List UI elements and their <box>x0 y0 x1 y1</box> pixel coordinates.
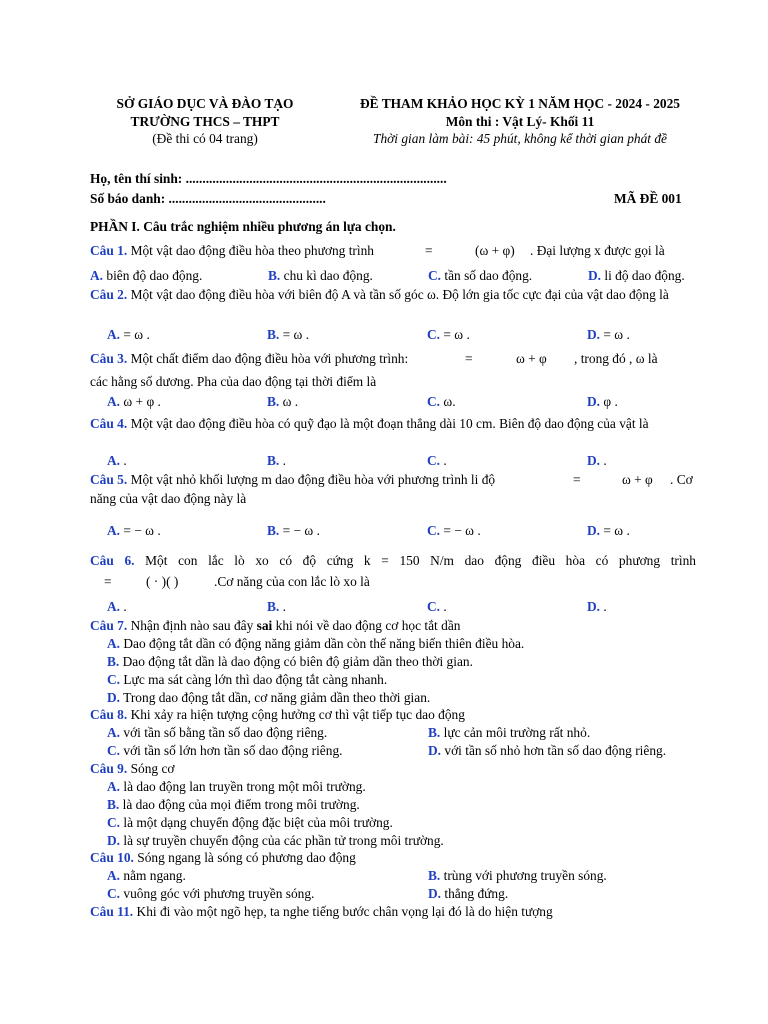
question-3 <box>90 350 408 368</box>
time-note: Thời gian làm bài: 45 phút, không kể thời gian phát đề <box>373 131 667 147</box>
question-6-formula: ( · )( ) <box>146 574 179 589</box>
header-left <box>80 95 330 148</box>
question-5-label: Câu 5. <box>90 472 128 487</box>
question-9 <box>90 760 174 778</box>
question-4 <box>90 415 696 433</box>
q3-option-b[interactable]: B. ω . <box>267 394 299 409</box>
q9-option-a[interactable]: A. là dao động lan truyền trong một môi trường. <box>107 779 366 794</box>
question-2-text: Một vật dao động điều hòa với biên độ A và tần số góc ω. Độ lớn gia tốc cực đại của vật dao động là <box>127 287 669 302</box>
question-11 <box>90 903 553 921</box>
q3-option-a[interactable]: A. ω + φ . <box>107 394 161 409</box>
question-11-label: Câu 11. <box>90 904 134 919</box>
question-9-text: Sóng cơ <box>127 761 175 776</box>
question-2-label: Câu 2. <box>90 287 128 302</box>
part1-title: PHẦN I. Câu trắc nghiệm nhiều phương án lựa chọn. <box>90 219 396 234</box>
question-4-label: Câu 4. <box>90 416 128 431</box>
q8-option-b[interactable]: B. lực cản môi trường rất nhỏ. <box>428 725 591 740</box>
question-5-tail: . Cơ <box>670 472 693 487</box>
q7-option-d[interactable]: D. Trong dao động tắt dần, cơ năng giảm dần theo thời gian. <box>107 690 431 705</box>
question-6-tail: .Cơ năng của con lắc lò xo là <box>214 574 370 589</box>
student-id-line: Số báo danh: ............................................... <box>90 191 326 206</box>
question-5-line2: năng của vật dao động này là <box>90 491 247 506</box>
q5-option-b[interactable]: B. = − ω . <box>267 523 320 538</box>
q5-option-a[interactable]: A. = − ω . <box>107 523 161 538</box>
q2-option-c[interactable]: C. = ω . <box>427 327 470 342</box>
q10-option-c[interactable]: C. vuông góc với phương truyền sóng. <box>107 886 315 901</box>
exam-code: MÃ ĐỀ 001 <box>614 191 682 206</box>
question-6-label: Câu 6. <box>90 553 135 568</box>
question-6-text: Một con lắc lò xo có độ cứng k = 150 N/m dao động điều hòa có phương trình <box>134 553 696 568</box>
question-5-formula: ω + φ <box>622 472 653 487</box>
question-1-formula-eq: = <box>425 243 433 258</box>
q2-option-a[interactable]: A. = ω . <box>107 327 150 342</box>
question-1-formula: (ω + φ) <box>475 243 515 258</box>
q8-option-c[interactable]: C. với tần số lớn hơn tần số dao động riêng. <box>107 743 343 758</box>
q1-option-c[interactable]: C. tần số dao động. <box>428 268 533 283</box>
question-5-text: Một vật nhỏ khối lượng m dao động điều hòa với phương trình li độ <box>127 472 496 487</box>
question-10-label: Câu 10. <box>90 850 134 865</box>
question-7-label: Câu 7. <box>90 618 128 633</box>
q4-option-c[interactable]: C. . <box>427 453 447 468</box>
q9-option-d[interactable]: D. là sự truyền chuyển động của các phần tử trong môi trường. <box>107 833 444 848</box>
q1-option-b[interactable]: B. chu kì dao động. <box>268 268 373 283</box>
department-name: SỞ GIÁO DỤC VÀ ĐÀO TẠO <box>116 96 294 111</box>
question-4-text: Một vật dao động điều hòa có quỹ đạo là một đoạn thẳng dài 10 cm. Biên độ dao động của vật là <box>127 416 649 431</box>
q6-option-d[interactable]: D. . <box>587 599 607 614</box>
page-count-note: (Đề thi có 04 trang) <box>152 131 258 147</box>
q9-option-b[interactable]: B. là dao động của mọi điểm trong môi trường. <box>107 797 360 812</box>
subject-line: Môn thi : Vật Lý- Khối 11 <box>445 113 595 129</box>
q4-option-b[interactable]: B. . <box>267 453 286 468</box>
question-1-text: Một vật dao động điều hòa theo phương trình <box>127 243 374 258</box>
header-right <box>330 95 710 148</box>
question-3-line2: các hằng số dương. Pha của dao động tại thời điểm là <box>90 374 377 389</box>
question-6-formula-eq: = <box>104 574 112 589</box>
q6-option-a[interactable]: A. . <box>107 599 127 614</box>
q1-option-d[interactable]: D. li độ dao động. <box>588 268 685 283</box>
question-6 <box>90 552 696 570</box>
q10-option-d[interactable]: D. thẳng đứng. <box>428 886 509 901</box>
question-8-text: Khi xảy ra hiện tượng cộng hưởng cơ thì vật tiếp tục dao động <box>127 707 465 722</box>
q4-option-d[interactable]: D. . <box>587 453 607 468</box>
question-11-text: Khi đi vào một ngõ hẹp, ta nghe tiếng bước chân vọng lại đó là do hiện tượng <box>133 904 553 919</box>
q5-option-c[interactable]: C. = − ω . <box>427 523 481 538</box>
school-name: TRƯỜNG THCS – THPT <box>130 113 280 129</box>
q7-option-b[interactable]: B. Dao động tắt dần là dao động có biên độ giảm dần theo thời gian. <box>107 654 473 669</box>
q8-option-a[interactable]: A. với tần số bằng tần số dao động riêng. <box>107 725 328 740</box>
question-8 <box>90 706 465 724</box>
question-1-label: Câu 1. <box>90 243 128 258</box>
q3-option-c[interactable]: C. ω. <box>427 394 456 409</box>
question-5 <box>90 471 495 489</box>
exam-title: ĐỀ THAM KHẢO HỌC KỲ 1 NĂM HỌC - 2024 - 2025 <box>359 96 680 111</box>
question-7-keyword: sai <box>256 618 273 633</box>
question-3-tail: , trong đó , ω là <box>574 351 658 366</box>
question-3-formula-eq: = <box>465 351 473 366</box>
q8-option-d[interactable]: D. với tần số nhỏ hơn tần số dao động riêng. <box>428 743 667 758</box>
q2-option-d[interactable]: D. = ω . <box>587 327 630 342</box>
question-8-label: Câu 8. <box>90 707 128 722</box>
q4-option-a[interactable]: A. . <box>107 453 127 468</box>
question-3-formula: ω + φ <box>516 351 547 366</box>
question-1 <box>90 242 374 260</box>
q3-option-d[interactable]: D. φ . <box>587 394 618 409</box>
question-1-tail: . Đại lượng x được gọi là <box>530 243 665 258</box>
q7-option-c[interactable]: C. Lực ma sát càng lớn thì dao động tắt càng nhanh. <box>107 672 388 687</box>
q10-option-a[interactable]: A. nằm ngang. <box>107 868 186 883</box>
question-3-text: Một chất điểm dao động điều hòa với phương trình: <box>127 351 409 366</box>
question-9-label: Câu 9. <box>90 761 128 776</box>
question-10-text: Sóng ngang là sóng có phương dao động <box>133 850 356 865</box>
q2-option-b[interactable]: B. = ω . <box>267 327 310 342</box>
q6-option-b[interactable]: B. . <box>267 599 286 614</box>
student-name-line: Họ, tên thí sinh: .............................................................................. <box>90 171 447 186</box>
q5-option-d[interactable]: D. = ω . <box>587 523 630 538</box>
question-3-label: Câu 3. <box>90 351 128 366</box>
question-10 <box>90 849 356 867</box>
question-5-formula-eq: = <box>573 472 581 487</box>
q9-option-c[interactable]: C. là một dạng chuyển động đặc biệt của môi trường. <box>107 815 393 830</box>
question-2 <box>90 286 696 304</box>
q7-option-a[interactable]: A. Dao động tắt dần có động năng giảm dần còn thế năng biến thiên điều hòa. <box>107 636 525 651</box>
q6-option-c[interactable]: C. . <box>427 599 447 614</box>
q1-option-a[interactable]: A. biên độ dao động. <box>90 268 203 283</box>
q10-option-b[interactable]: B. trùng với phương truyền sóng. <box>428 868 607 883</box>
question-7: Câu 7. Nhận định nào sau đây sai khi nói về dao động cơ học tắt dần <box>90 618 461 633</box>
